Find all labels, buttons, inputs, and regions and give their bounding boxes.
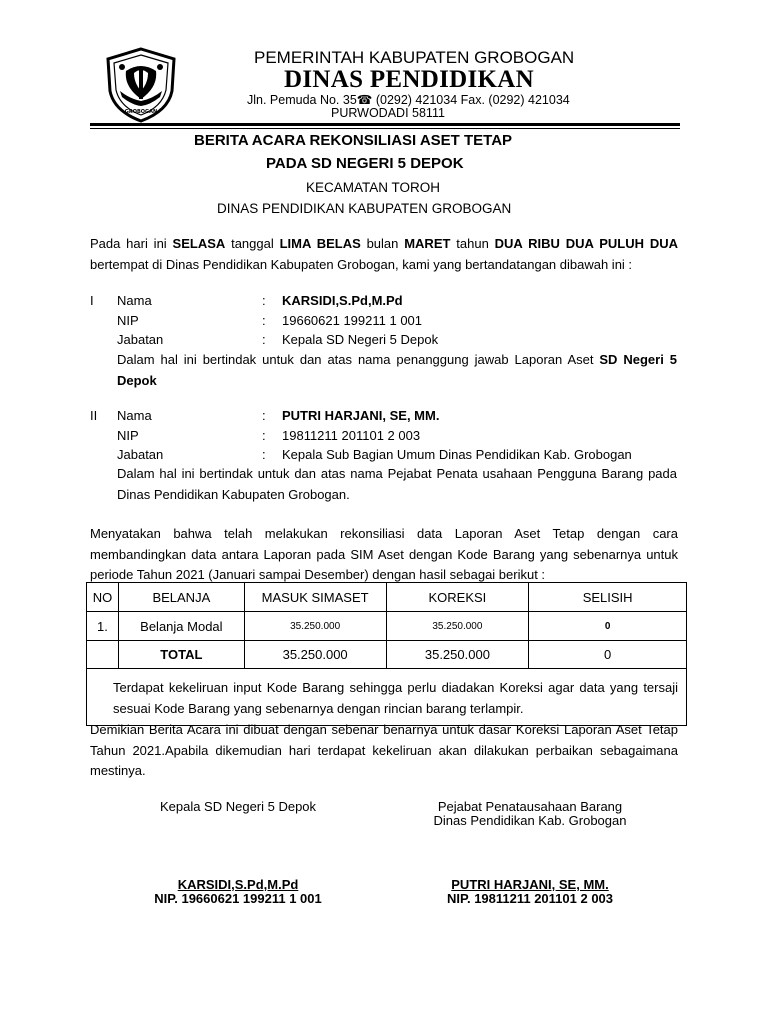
party2-name-label: Nama [117,408,152,423]
colon: : [262,447,266,462]
party1-jabatan-label: Jabatan [117,332,164,347]
left-signatory-nip: NIP. 19660621 199211 1 001 [154,891,322,906]
letterhead-address: Jln. Pemuda No. 35☎ (0292) 421034 Fax. (0292) 421034 [247,93,570,107]
table-note: Terdapat kekeliruan input Kode Barang sehingga perlu diadakan Koreksi agar data yang tersaji sesuai Kode Barang yang sebenarnya dengan rincian barang terlampir. [87,669,687,726]
table-cell: Belanja Modal [118,612,244,641]
colon: : [262,428,266,443]
table-cell: 1. [87,612,119,641]
party2-statement: Dalam hal ini bertindak untuk dan atas nama Pejabat Penata usahaan Pengguna Barang pada Dinas Pendidikan Kabupaten Grobogan. [117,466,677,502]
table-cell: TOTAL [118,641,244,669]
table-cell: 0 [529,641,687,669]
party2-nip: 19811211 201101 2 003 [282,428,421,443]
party2-nip-label: NIP [117,428,139,443]
table-cell: 35.250.000 [386,641,529,669]
district-heading: KECAMATAN TOROH [306,180,441,195]
left-signatory-title: Kepala SD Negeri 5 Depok [159,799,317,814]
letterhead-city: PURWODADI 58111 [331,106,445,120]
table-header-row [87,583,687,612]
party2-jabatan-label: Jabatan [117,447,164,462]
table-cell: 0 [529,612,687,641]
document-title: BERITA ACARA REKONSILIASI ASET TETAP [194,132,513,149]
svg-text:GROBOGAN: GROBOGAN [124,109,158,115]
party1-number: I [90,293,94,308]
party2-number: II [90,408,98,423]
right-signatory-office: Dinas Pendidikan Kab. Grobogan [433,813,627,828]
table-header: MASUK SIMASET [244,583,386,612]
document-subtitle: PADA SD NEGERI 5 DEPOK [266,155,464,172]
right-signatory-nip: NIP. 19811211 201101 2 003 [446,891,614,906]
letterhead-government: PEMERINTAH KABUPATEN GROBOGAN [254,48,575,67]
table-note-row [87,669,687,726]
letterhead-thick-rule [90,123,680,126]
table-cell: 35.250.000 [244,641,386,669]
right-signatory-title: Pejabat Penatausahaan Barang [437,799,623,814]
reconciliation-table [86,582,687,726]
left-signatory-name: KARSIDI,S.Pd,M.Pd [177,877,299,892]
agency-heading: DINAS PENDIDIKAN KABUPATEN GROBOGAN [217,201,512,216]
party1-nip-label: NIP [117,313,139,328]
colon: : [262,313,266,328]
table-cell: 35.250.000 [244,612,386,641]
declaration-paragraph: Menyatakan bahwa telah melakukan rekonsiliasi data Laporan Aset Tetap dengan cara membandingkan data antara Laporan pada SIM Aset dengan Kode Barang yang sebenarnya untuk periode Tahun 2021 (Januari sampai Desember) dengan hasil sebagai berikut : [90,526,678,582]
right-signatory-name: PUTRI HARJANI, SE, MM. [451,877,609,892]
table-total-row [87,641,687,669]
closing-paragraph: Demikian Berita Acara ini dibuat dengan sebenar benarnya untuk dasar Koreksi Laporan Aset Tetap Tahun 2021.Apabila dikemudian hari terdapat kekeliruan akan dilakukan perbaikan sebagaimana mestinya. [90,722,678,778]
party1-name: KARSIDI,S.Pd,M.Pd [282,293,403,308]
table-header: SELISIH [529,583,687,612]
intro-paragraph: Pada hari ini SELASA tanggal LIMA BELAS bulan MARET tahun DUA RIBU DUA PULUH DUA bertempat di Dinas Pendidikan Kabupaten Grobogan, kami yang bertandatangan dibawah ini : [90,236,679,272]
colon: : [262,293,266,308]
colon: : [262,332,266,347]
party1-name-label: Nama [117,293,152,308]
table-header: KOREKSI [386,583,529,612]
table-cell [87,641,119,669]
party1-nip: 19660621 199211 1 001 [282,313,423,328]
party2-jabatan: Kepala Sub Bagian Umum Dinas Pendidikan Kab. Grobogan [282,447,632,462]
table-header: NO [87,583,119,612]
table-row [87,612,687,641]
party2-name: PUTRI HARJANI, SE, MM. [282,408,440,423]
table-header: BELANJA [118,583,244,612]
letterhead-thin-rule [90,128,680,129]
regency-emblem-icon [104,47,178,123]
table-cell: 35.250.000 [386,612,529,641]
letterhead-agency: DINAS PENDIDIKAN [284,66,534,93]
colon: : [262,408,266,423]
party1-jabatan: Kepala SD Negeri 5 Depok [282,332,439,347]
party1-statement: Dalam hal ini bertindak untuk dan atas nama penanggung jawab Laporan Aset SD Negeri 5 Depok [117,352,677,388]
